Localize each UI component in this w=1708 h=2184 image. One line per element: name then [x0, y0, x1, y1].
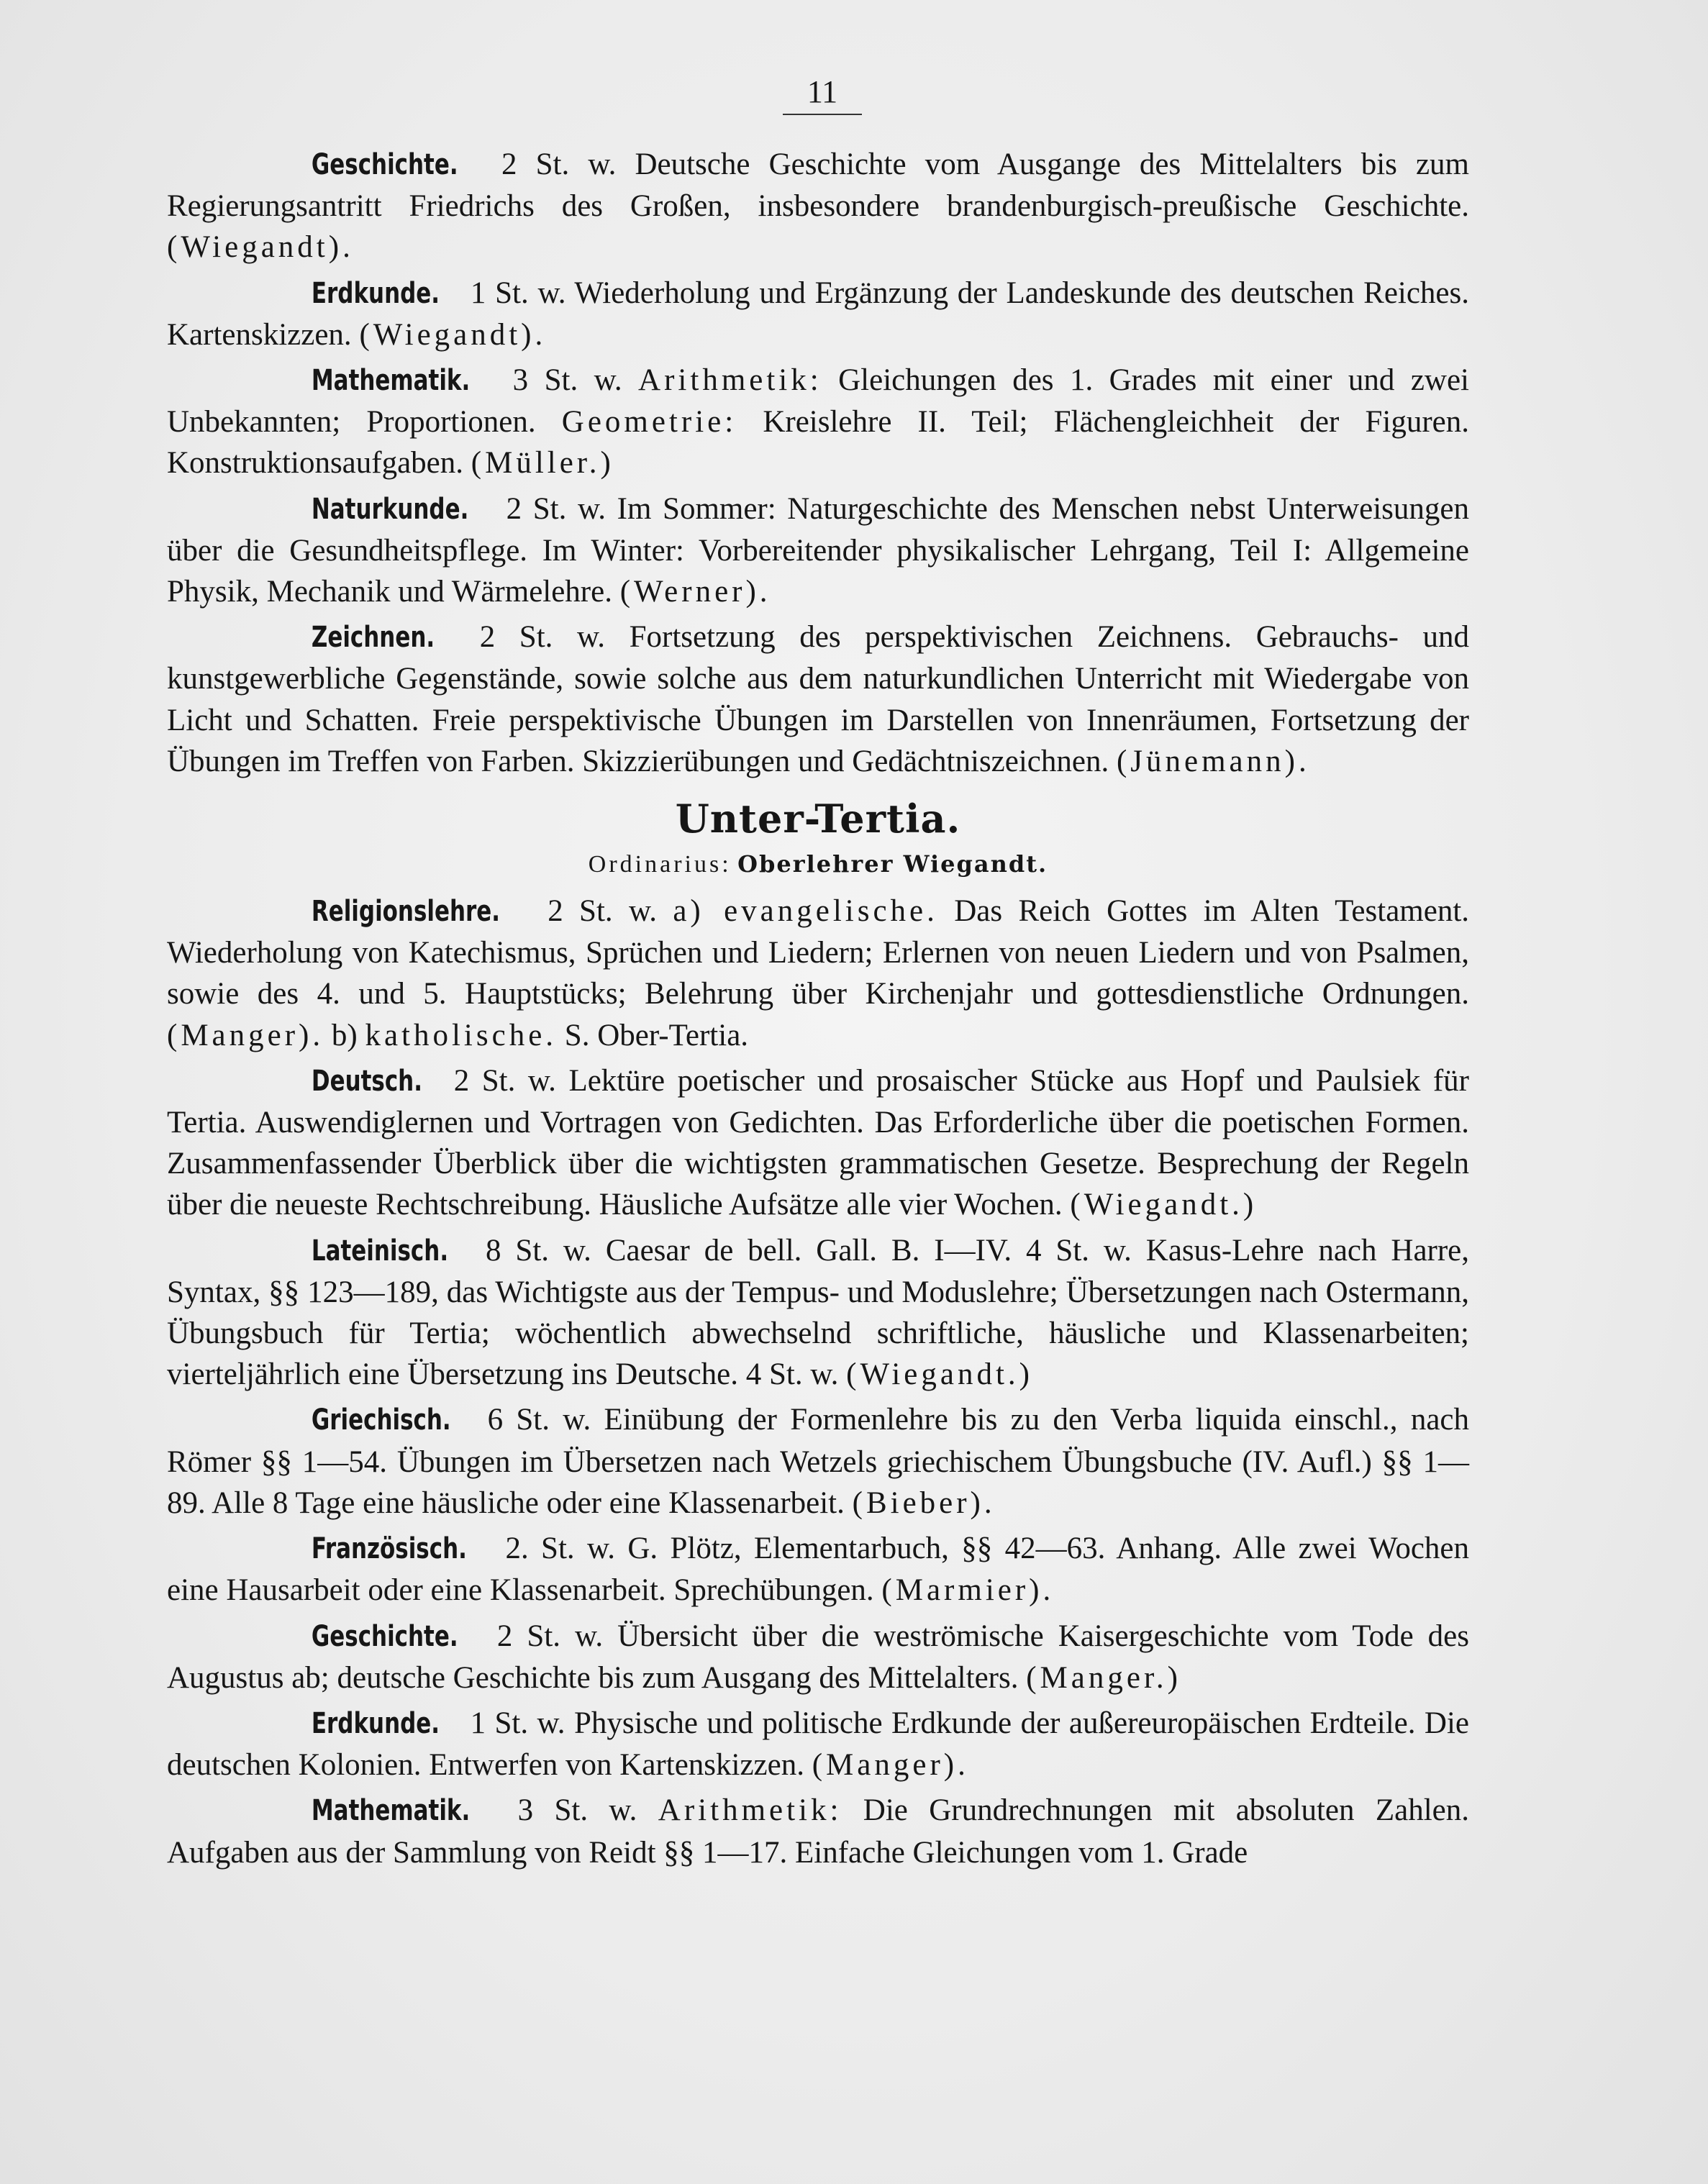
- teacher-name: (Wiegandt).: [359, 317, 547, 352]
- subject-heading: Lateinisch.: [311, 1234, 449, 1268]
- teacher-name: (Wiegandt).: [167, 230, 354, 265]
- section-ordinarius: Ordinarius: Oberlehrer Wiegandt.: [588, 850, 1048, 878]
- teacher-name: (Jünemann).: [1116, 744, 1310, 778]
- teacher-name: (Manger).: [167, 1018, 324, 1052]
- teacher-name: (Müller.): [471, 446, 614, 481]
- subject-heading: Zeichnen.: [311, 621, 435, 655]
- paragraph-erdkunde-ut: Erdkunde. 1 St. w. Physische und politische Erdkunde der außereuropäischen Erdteile. Die deutschen Kolonien. Entwerfen von Kartenskizzen. (Manger).: [167, 1703, 1469, 1785]
- subject-heading: Erdkunde.: [311, 1706, 440, 1740]
- paragraph-naturkunde: Naturkunde. 2 St. w. Im Sommer: Naturgeschichte des Menschen nebst Unterweisungen über die Gesundheitspflege. Im Winter: Vorbereitender physikalischer Lehrgang, Teil I: Allgemeine Physik, Mechanik und Wärmelehre. (Werner).: [167, 488, 1469, 613]
- paragraph-deutsch: Deutsch. 2 St. w. Lektüre poetischer und prosaischer Stücke aus Hopf und Paulsiek für Tertia. Auswendiglernen und Vortragen von Gedichten. Das Erforderliche über die poetischen Formen. Zusammenfassender Überblick über die wichtigsten grammatischen Gesetze. Besprechung der Regeln über die neueste Rechtschreibung. Häusliche Aufsätze alle vier Wochen. (Wiegandt.): [167, 1060, 1469, 1226]
- teacher-name: (Wiegandt.): [1070, 1188, 1258, 1222]
- teacher-name: (Wiegandt.): [846, 1357, 1033, 1392]
- paragraph-religionslehre: Religionslehre. 2 St. w. a) evangelische. Das Reich Gottes im Alten Testament. Wiederholung von Katechismus, Sprüchen und Liedern; Erlernen von neuen Liedern und von Psalmen, sowie des 4. und 5. Hauptstücks; Belehrung über Kirchenjahr und gottesdienstliche Ordnungen. (Manger). b) katholische. S. Ober-Tertia.: [167, 891, 1469, 1056]
- paragraph-geschichte-ut: Geschichte. 2 St. w. Übersicht über die weströmische Kaisergeschichte vom Tode des Augustus ab; deutsche Geschichte bis zum Ausgang des Mittelalters. (Manger.): [167, 1616, 1469, 1698]
- teacher-name: (Bieber).: [852, 1485, 996, 1520]
- subject-heading: Naturkunde.: [311, 492, 469, 526]
- teacher-name: (Manger).: [812, 1748, 969, 1783]
- subject-heading: Griechisch.: [311, 1403, 451, 1437]
- subject-heading: Französisch.: [311, 1532, 467, 1566]
- teacher-name: (Werner).: [619, 575, 771, 609]
- paragraph-lateinisch: Lateinisch. 8 St. w. Caesar de bell. Gall. B. I—IV. 4 St. w. Kasus-Lehre nach Harre, Syntax, §§ 123—189, das Wichtigste aus der Tempus- und Moduslehre; Übersetzungen nach Ostermann, Übungsbuch für Tertia; wöchentlich abwechselnd schriftliche, häusliche und Klassenarbeiten; vierteljährlich eine Übersetzung ins Deutsche. 4 St. w. (Wiegandt.): [167, 1230, 1469, 1396]
- paragraph-franzoesisch: Französisch. 2. St. w. G. Plötz, Elementarbuch, §§ 42—63. Anhang. Alle zwei Wochen eine Hausarbeit oder eine Klassenarbeit. Sprechübungen. (Marmier).: [167, 1528, 1469, 1611]
- paragraph-griechisch: Griechisch. 6 St. w. Einübung der Formenlehre bis zu den Verba liquida einschl., nach Römer §§ 1—54. Übungen im Übersetzen nach Wetzels griechischem Übungsbuche (IV. Aufl.) §§ 1—89. Alle 8 Tage eine häusliche oder eine Klassenarbeit. (Bieber).: [167, 1399, 1469, 1524]
- subject-heading: Mathematik.: [311, 1794, 471, 1828]
- section-title: Unter-Tertia.: [675, 796, 961, 842]
- paragraph-zeichnen: Zeichnen. 2 St. w. Fortsetzung des perspektivischen Zeichnens. Gebrauchs- und kunstgewerbliche Gegenstände, sowie solche aus dem naturkundlichen Unterricht mit Wiedergabe von Licht und Schatten. Freie perspektivische Übungen im Darstellen von Innenräumen, Fortsetzung der Übungen im Treffen von Farben. Skizzierübungen und Gedächtniszeichnen. (Jünemann).: [167, 616, 1469, 782]
- paragraph-mathematik: Mathematik. 3 St. w. Arithmetik: Gleichungen des 1. Grades mit einer und zwei Unbekannten; Proportionen. Geometrie: Kreislehre II. Teil; Flächengleichheit der Figuren. Konstruktionsaufgaben. (Müller.): [167, 360, 1469, 484]
- teacher-name: (Marmier).: [881, 1573, 1055, 1608]
- subject-heading: Deutsch.: [311, 1064, 422, 1098]
- paragraph-erdkunde: Erdkunde. 1 St. w. Wiederholung und Ergänzung der Landeskunde des deutschen Reiches. Kartenskizzen. (Wiegandt).: [167, 273, 1469, 355]
- teacher-name: (Manger.): [1026, 1660, 1181, 1695]
- paragraph-geschichte: Geschichte. 2 St. w. Deutsche Geschichte vom Ausgange des Mittelalters bis zum Regierungsantritt Friedrichs des Großen, insbesondere brandenburgisch-preußische Geschichte. (Wiegandt).: [167, 144, 1469, 268]
- page-number: 11: [783, 75, 862, 115]
- paragraph-mathematik-ut: Mathematik. 3 St. w. Arithmetik: Die Grundrechnungen mit absoluten Zahlen. Aufgaben aus der Sammlung von Reidt §§ 1—17. Einfache Gleichungen vom 1. Grade: [167, 1790, 1469, 1873]
- subject-heading: Erdkunde.: [311, 276, 440, 310]
- subject-heading: Geschichte.: [311, 1619, 458, 1653]
- subject-heading: Geschichte.: [311, 148, 458, 181]
- subject-heading: Mathematik.: [311, 364, 471, 398]
- subject-heading: Religionslehre.: [311, 895, 501, 929]
- body-text: [167, 144, 1469, 1878]
